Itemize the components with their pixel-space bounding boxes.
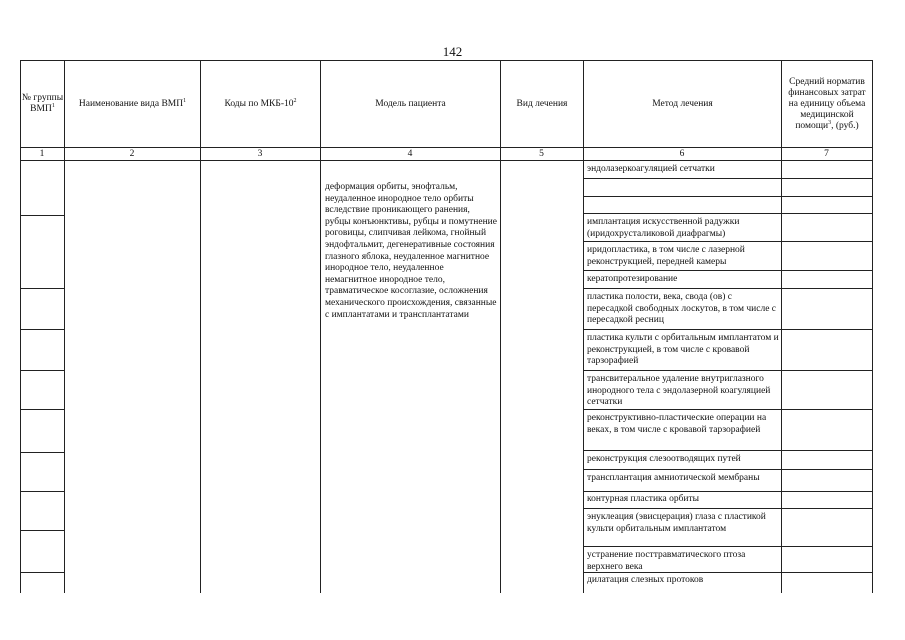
column-number-7: 7 [824,149,829,159]
col1-row-line [20,409,64,410]
medical-care-table [20,60,873,593]
method-row-line [583,288,873,289]
method-row: реконструктивно-пластические операции на веках, в том числе с кровавой тарзорафией [587,413,767,435]
header-average-cost: Средний норматив финансовых затрат на единицу объема медицинской помощи$^3$, (руб.) [788,76,866,131]
method-row-line [583,370,873,371]
method-row-line [583,241,873,242]
method-row-line [583,270,873,271]
header-icd10-codes: Коды по МКБ-$10^2$ [224,97,297,109]
method-row-line [583,196,873,197]
header-care-type-name: Наименование вида ВМП$^1$ [78,97,187,109]
method-row: иридопластика, в том числе с лазерной реконструкцией, передней камеры [587,245,745,267]
method-row-line [583,329,873,330]
method-row: контурная пластика орбиты [587,494,700,504]
method-row-line [583,572,873,573]
col1-row-line [20,452,64,453]
header-group-number: № группы ВМП$^1$ [21,93,64,114]
method-row-line [583,546,873,547]
method-row: эндолазеркоагуляцией сетчатки [587,164,715,174]
method-row-line [583,450,873,451]
header-patient-model: Модель пациента [375,98,446,109]
method-row-line [583,178,873,179]
numbers-row-bottom-border [20,160,873,161]
method-row: кератопротезирование [587,274,678,284]
method-row: дилатация слезных протоков [587,575,704,585]
method-row-line [583,491,873,492]
header-treatment-method: Метод лечения [652,98,713,109]
method-row: пластика полости, века, свода (ов) с пересадкой свободных лоскутов, в том числе с пересадкой ресниц [587,292,777,326]
header-treatment-type: Вид лечения [516,98,568,109]
col1-row-line [20,530,64,531]
column-number-6: 6 [679,149,685,159]
column-number-5: 5 [539,149,544,159]
column-number-3: 3 [257,149,263,159]
method-row: реконструкция слезоотводящих путей [587,454,741,464]
method-row-line [583,469,873,470]
method-row: пластика культи с орбитальным имплантатом и реконструкцией, в том числе с кровавой тарзорафией [587,333,779,367]
col1-row-line [20,491,64,492]
method-row: трансвитеральное удаление внутриглазного инородного тела с эндолазерной коагуляцией сетчатки [587,374,771,408]
method-row-line [583,409,873,410]
method-row: энуклеация (эвисцерация) глаза с пластикой культи орбитальным имплантатом [587,512,766,534]
col1-row-line [20,215,64,216]
page-number: 142 [442,44,463,59]
col1-row-line [20,572,64,573]
column-number-2: 2 [129,149,135,159]
patient-model-cell: деформация орбиты, энофтальм, неудаленное инородное тело орбиты вследствие проникающего ранения, рубцы конъюнктивы, рубцы и помутнение роговицы, слипчивая лейкома, гнойный эндофтальмит, дегенеративные состояния глазного яблока, неудаленное магнитное инородное тело, неудаленное немагнитное инородное тело, травматическое косоглазие, осложнения механического происхождения, связанные с имплантатами и трансплантатами [325,182,497,320]
col-border-7 [872,60,873,593]
method-row: трансплантация амниотической мембраны [587,473,760,483]
column-number-1: 1 [39,149,45,159]
col-border-6 [781,60,782,593]
col1-row-line [20,329,64,330]
method-row-line [583,508,873,509]
col1-row-line [20,288,64,289]
method-row: устранение посттравматического птоза верхнего века [587,550,746,572]
method-row: имплантация искусственной радужки (иридохрусталиковой диафрагмы) [587,217,740,239]
col1-row-line [20,370,64,371]
column-number-4: 4 [407,149,413,159]
method-row-line [583,213,873,214]
